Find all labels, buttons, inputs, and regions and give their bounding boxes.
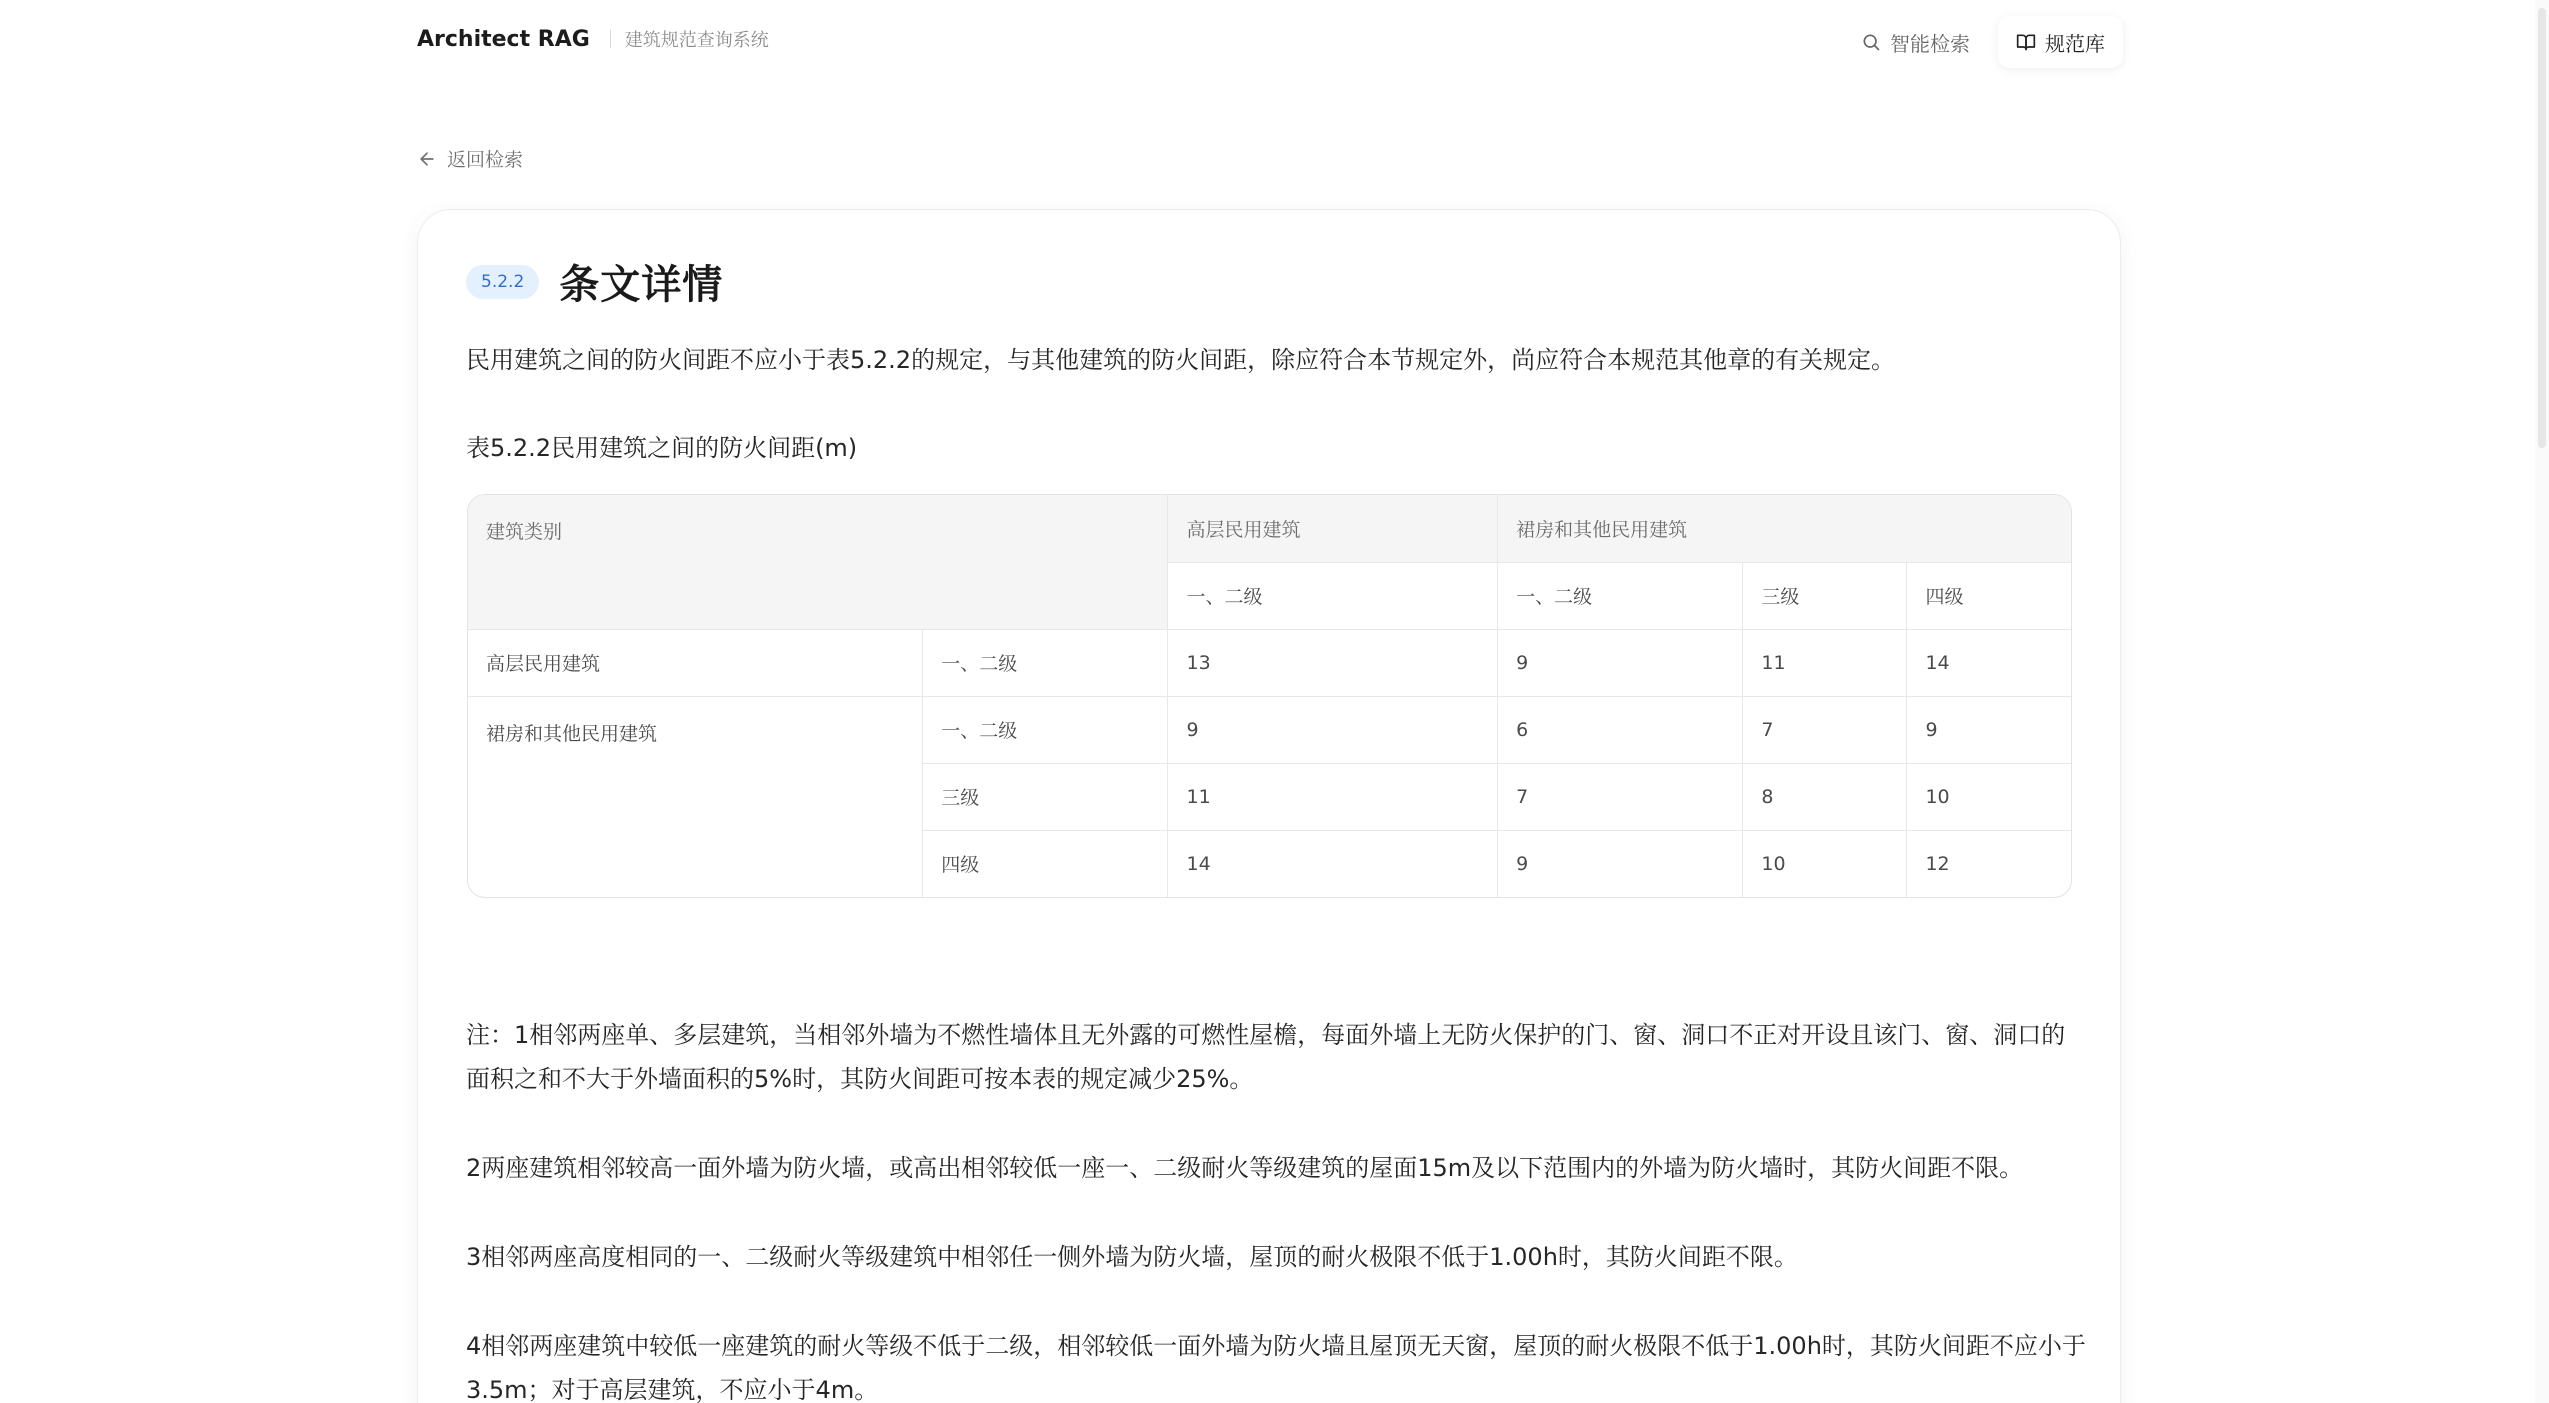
clause-number-badge: 5.2.2 xyxy=(466,265,539,299)
table-cell: 7 xyxy=(1498,763,1743,830)
subheader-grade-4: 四级 xyxy=(1907,562,2071,629)
subheader-high-rise-grade-1-2: 一、二级 xyxy=(1168,562,1498,629)
back-to-search-link[interactable] xyxy=(417,145,523,172)
clause-detail-card xyxy=(417,209,2121,1403)
nav-smart-search[interactable] xyxy=(1843,16,1988,68)
subheader-podium-grade-1-2: 一、二级 xyxy=(1498,562,1743,629)
note-3: 3相邻两座高度相同的一、二级耐火等级建筑中相邻任一侧外墙为防火墙，屋顶的耐火极限不低于1.00h时，其防火间距不限。 xyxy=(466,1243,1798,1271)
note-4: 4相邻两座建筑中较低一座建筑的耐火等级不低于二级，相邻较低一面外墙为防火墙且屋顶无天窗，屋顶的耐火极限不低于1.00h时，其防火间距不应小于3.5m；对于高层建筑，不应小于4m。 xyxy=(466,1332,2086,1403)
note-2: 2两座建筑相邻较高一面外墙为防火墙，或高出相邻较低一座一、二级耐火等级建筑的屋面15m及以下范围内的外墙为防火墙时，其防火间距不限。 xyxy=(466,1154,2024,1182)
table-cell: 7 xyxy=(1743,696,1907,763)
table-header-row xyxy=(468,495,2071,562)
brand-name: Architect RAG xyxy=(417,26,590,52)
table-cell: 9 xyxy=(1168,696,1498,763)
table-row xyxy=(468,629,2071,696)
table-row xyxy=(468,696,2071,763)
table-cell: 10 xyxy=(1907,763,2071,830)
table-cell: 12 xyxy=(1925,852,1950,875)
row-grade: 一、二级 xyxy=(923,696,1168,763)
table-cell: 13 xyxy=(1168,629,1498,696)
scrollbar-thumb[interactable] xyxy=(2538,8,2546,448)
header-high-rise: 高层民用建筑 xyxy=(1168,495,1498,562)
row-grade: 三级 xyxy=(923,763,1168,830)
brand[interactable] xyxy=(417,26,769,52)
nav-smart-search-label: 智能检索 xyxy=(1890,31,1970,56)
table-caption: 表5.2.2民用建筑之间的防火间距(m) xyxy=(466,434,858,462)
table-cell: 11 xyxy=(1743,629,1907,696)
top-bar xyxy=(0,0,2549,84)
note-1: 注：1相邻两座单、多层建筑，当相邻外墙为不燃性墙体且无外露的可燃性屋檐，每面外墙上无防火保护的门、窗、洞口不正对开设且该门、窗、洞口的面积之和不大于外墙面积的5%时，其防火间距可按本表的规定减少25%。 xyxy=(466,1021,2066,1093)
brand-subtitle: 建筑规范查询系统 xyxy=(624,30,769,51)
row-group-high-rise: 高层民用建筑 xyxy=(468,629,923,696)
header-podium-other: 裙房和其他民用建筑 xyxy=(1498,495,2071,562)
back-link-label: 返回检索 xyxy=(447,149,524,171)
clause-text: 民用建筑之间的防火间距不应小于表5.2.2的规定，与其他建筑的防火间距，除应符合本节规定外，尚应符合本规范其他章的有关规定。 xyxy=(466,346,1896,374)
header-building-category: 建筑类别 xyxy=(468,495,1168,629)
table-cell: 11 xyxy=(1168,763,1498,830)
brand-divider xyxy=(610,30,611,48)
table-cell: 9 xyxy=(1907,696,2071,763)
book-icon xyxy=(2016,32,2036,52)
main-nav xyxy=(1843,16,2123,68)
table-cell: 8 xyxy=(1743,763,1907,830)
row-grade: 四级 xyxy=(923,830,1168,897)
nav-standards-library-label: 规范库 xyxy=(2045,31,2105,56)
nav-standards-library[interactable] xyxy=(1998,16,2123,68)
table-cell: 9 xyxy=(1498,629,1743,696)
page-title: 条文详情 xyxy=(559,262,724,308)
table-cell: 14 xyxy=(1168,830,1498,897)
table-cell: 9 xyxy=(1498,830,1743,897)
search-icon xyxy=(1861,32,1881,52)
row-group-podium-other: 裙房和其他民用建筑 xyxy=(468,696,923,897)
subheader-grade-3: 三级 xyxy=(1743,562,1907,629)
table-cell: 14 xyxy=(1907,629,2071,696)
table-cell: 6 xyxy=(1498,696,1743,763)
clause-heading xyxy=(466,253,723,310)
fire-separation-table xyxy=(467,494,2072,898)
arrow-left-icon xyxy=(417,149,437,169)
page-scrollbar[interactable] xyxy=(2535,0,2549,1403)
table-cell: 10 xyxy=(1743,830,1907,897)
row-grade: 一、二级 xyxy=(923,629,1168,696)
